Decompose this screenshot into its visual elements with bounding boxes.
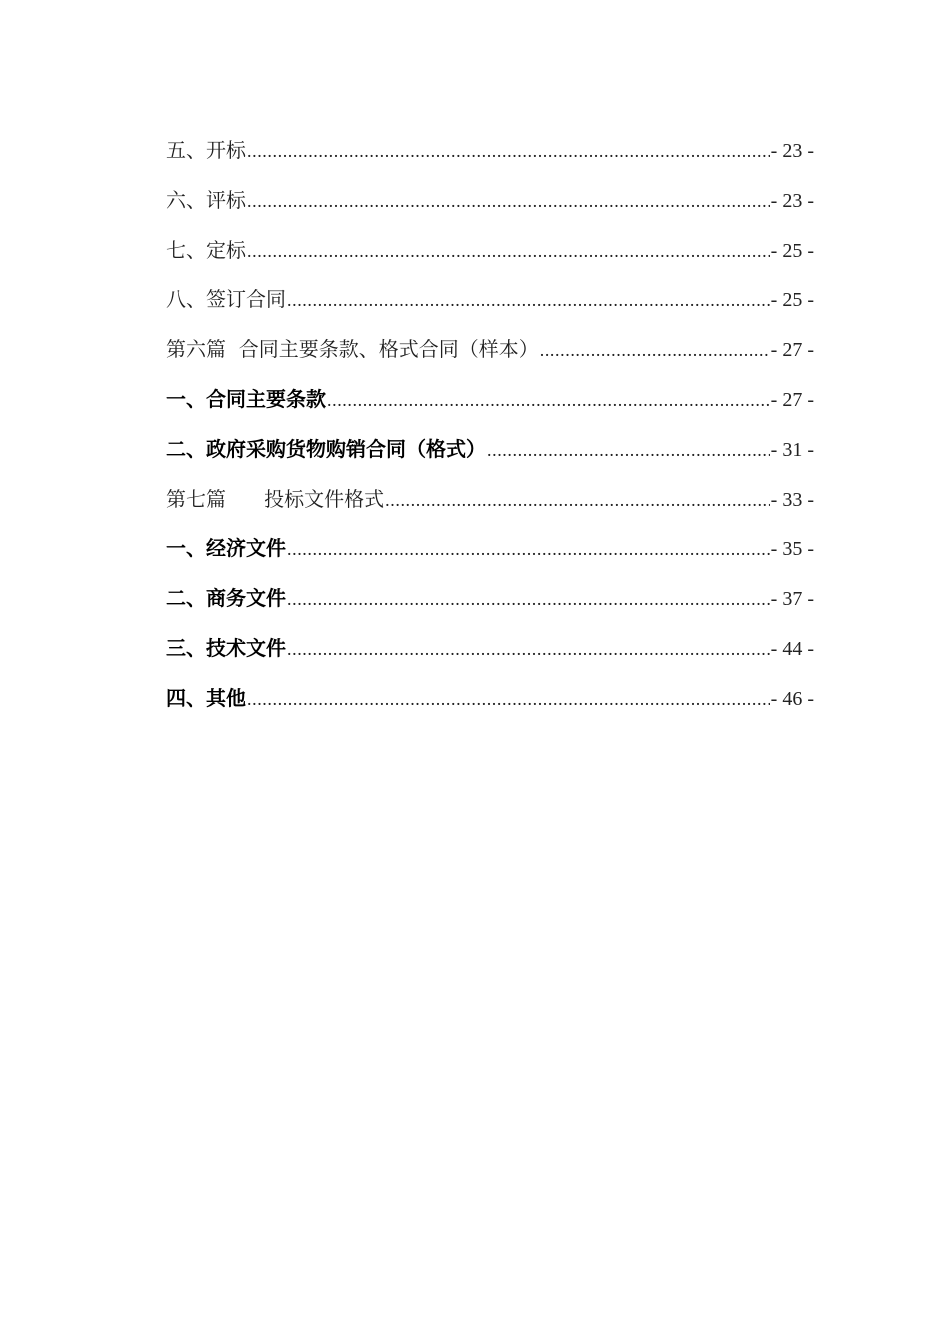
toc-entry[interactable]	[166, 126, 814, 176]
toc-page-number: - 44 -	[770, 637, 814, 660]
toc-entry-title: 八、签订合同	[166, 287, 286, 312]
toc-page-number: - 25 -	[770, 239, 814, 262]
toc-entry[interactable]	[166, 425, 814, 475]
toc-page-number: - 27 -	[770, 339, 814, 362]
toc-page-number: - 25 -	[770, 289, 814, 312]
toc-entry-title: 三、技术文件	[166, 635, 286, 660]
toc-page-number: - 31 -	[770, 438, 814, 461]
toc-dot-leader	[287, 525, 770, 575]
table-of-contents	[166, 126, 814, 724]
toc-dot-leader	[247, 675, 770, 725]
toc-dot-leader	[247, 177, 770, 227]
toc-entry-title: 四、其他	[166, 685, 246, 710]
toc-page-number: - 33 -	[770, 488, 814, 511]
toc-entry[interactable]	[166, 524, 814, 574]
toc-page-number: - 23 -	[770, 140, 814, 162]
toc-entry-title: 一、经济文件	[166, 536, 286, 561]
toc-entry[interactable]	[166, 375, 814, 425]
toc-entry[interactable]	[166, 574, 814, 624]
toc-entry[interactable]	[166, 624, 814, 674]
toc-page-number: - 37 -	[770, 588, 814, 611]
toc-entry[interactable]	[166, 475, 814, 525]
toc-page-number: - 46 -	[770, 687, 814, 710]
toc-dot-leader	[487, 426, 770, 476]
toc-page-number: - 35 -	[770, 538, 814, 561]
toc-entry[interactable]	[166, 674, 814, 724]
toc-entry[interactable]	[166, 325, 814, 375]
toc-entry[interactable]	[166, 275, 814, 325]
toc-entry-title: 六、评标	[166, 187, 246, 212]
toc-dot-leader	[287, 575, 770, 625]
toc-dot-leader	[385, 476, 770, 526]
toc-entry-title: 五、开标	[166, 138, 246, 162]
toc-dot-leader	[247, 227, 770, 277]
toc-dot-leader	[327, 376, 770, 426]
toc-page-number: - 23 -	[770, 189, 814, 212]
toc-entry[interactable]	[166, 176, 814, 226]
toc-entry[interactable]	[166, 226, 814, 276]
toc-entry-title: 一、合同主要条款	[166, 386, 326, 411]
toc-entry-title: 七、定标	[166, 237, 246, 262]
toc-dot-leader	[287, 625, 770, 675]
toc-entry-title: 二、商务文件	[166, 586, 286, 611]
toc-dot-leader	[287, 276, 770, 326]
toc-entry-title: 二、政府采购货物购销合同（格式）	[166, 436, 486, 461]
toc-dot-leader	[540, 326, 770, 376]
toc-page-number: - 27 -	[770, 388, 814, 411]
toc-dot-leader	[247, 127, 770, 177]
toc-entry-title: 第六篇 合同主要条款、格式合同（样本）	[166, 337, 539, 362]
toc-entry-title: 第七篇 投标文件格式	[166, 486, 385, 511]
